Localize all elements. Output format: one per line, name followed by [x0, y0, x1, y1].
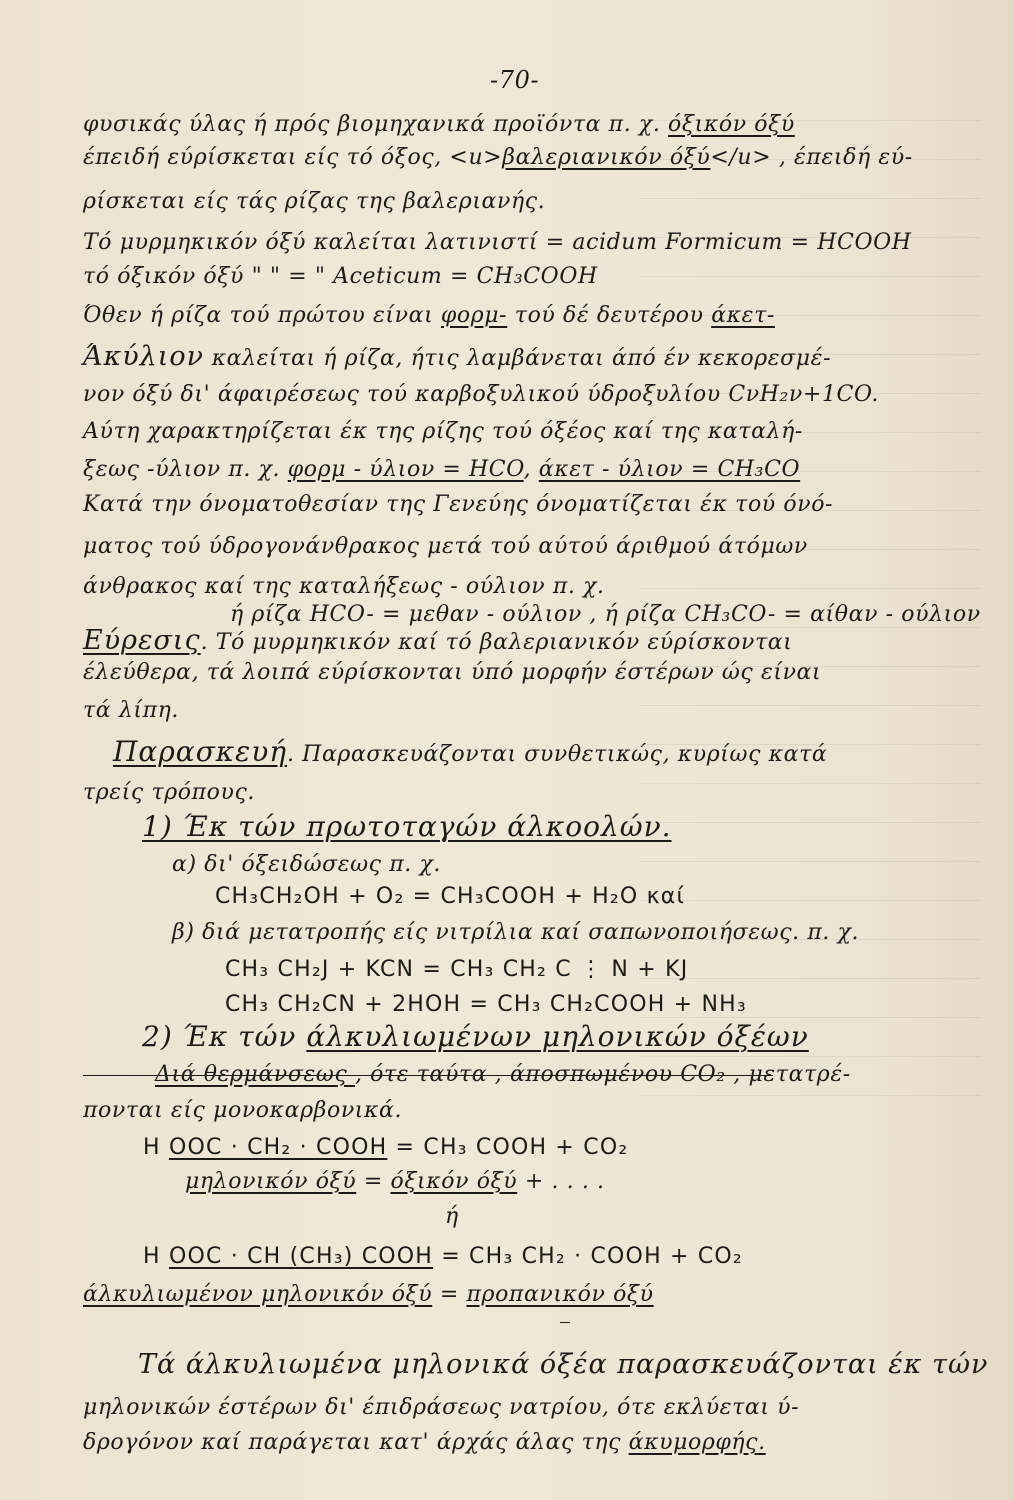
text-line: Αύτη χαρακτηρίζεται έκ της ρίζης τού όξέος καί της καταλή-	[83, 419, 803, 444]
subsection-heading: 2) Έκ τών άλκυλιωμένων μηλονικών όξέων	[142, 1020, 809, 1053]
text-line: άλκυλιωμένον μηλονικόν όξύ = προπανικόν όξύ	[83, 1282, 654, 1307]
text-line: ρίσκεται είς τάς ρίζας της βαλεριανής.	[83, 189, 546, 214]
chemical-equation: H OOC · CH₂ · COOH = CH₃ COOH + CO₂	[143, 1135, 629, 1160]
text-line: μηλονικόν όξύ = όξικόν όξύ + . . . .	[185, 1169, 605, 1194]
subsection-heading: 1) Έκ τών πρωτοταγών άλκοολών.	[142, 810, 672, 843]
text-line: μηλονικών έστέρων δι' έπιδράσεως νατρίου, ότε εκλύεται ύ-	[83, 1395, 800, 1420]
text-line: άνθρακος καί της καταλήξεως - ούλιον π. χ.	[83, 574, 605, 599]
underline-rule	[83, 1075, 773, 1076]
text-line: ματος τού ύδρογονάνθρακος μετά τού αύτού άριθμού άτόμων	[83, 534, 808, 559]
text-line: τά λίπη.	[83, 698, 180, 723]
text-line: Κατά την όνοματοθεσίαν της Γενεύης όνοματίζεται έκ τού όνό-	[83, 492, 834, 517]
text-line: ξεως -ύλιον π. χ. φορμ - ύλιον = HCO, άκετ - ύλιον = CH₃CO	[83, 457, 801, 482]
section-heading: Παρασκευή. Παρασκευάζονται συνθετικώς, κυρίως κατά	[113, 735, 828, 768]
text-line: δρογόνον καί παράγεται κατ' άρχάς άλας της άκυμορφής.	[83, 1430, 766, 1455]
text-line: φυσικάς ύλας ή πρός βιομηχανικά προϊόντα π. χ. όξικόν όξύ	[83, 112, 795, 137]
text-line: έπειδή εύρίσκεται είς τό όξος, <u>βαλεριανικόν όξύ</u> , έπειδή εύ-	[83, 145, 913, 170]
text-line: Τό μυρμηκικόν όξύ καλείται λατινιστί = acidum Formicum = HCOOH	[83, 230, 912, 255]
text-line: τό όξικόν όξύ " " = " Aceticum = CH₃COOH	[83, 264, 598, 289]
text-line: β) διά μετατροπής είς νιτρίλια καί σαπωνοποιήσεως. π. χ.	[172, 920, 860, 945]
text-line: Όθεν ή ρίζα τού πρώτου είναι φορμ- τού δέ δευτέρου άκετ-	[83, 303, 775, 328]
text-line: τρείς τρόπους.	[83, 780, 255, 805]
chemical-equation: CH₃CH₂OH + O₂ = CH₃COOH + H₂O καί	[215, 884, 686, 909]
text-line: έλεύθερα, τά λοιπά εύρίσκονται ύπό μορφήν έστέρων ώς είναι	[83, 660, 822, 685]
text-line: ή ρίζα HCO- = μεθαν - ούλιον , ή ρίζα CH₃CO- = αίθαν - ούλιον	[230, 602, 981, 627]
text-line: Άκύλιον καλείται ή ρίζα, ήτις λαμβάνεται άπό έν κεκορεσμέ-	[83, 341, 832, 372]
text-line: α) δι' όξειδώσεως π. χ.	[172, 852, 441, 877]
chemical-equation: CH₃ CH₂CN + 2HOH = CH₃ CH₂COOH + NH₃	[225, 992, 747, 1017]
text-line: Εύρεσις. Τό μυρμηκικόν καί τό βαλεριανικόν εύρίσκονται	[83, 625, 793, 656]
chemical-equation: CH₃ CH₂J + KCN = CH₃ CH₂ C ⋮ N + KJ	[225, 957, 689, 982]
text-line: πονται είς μονοκαρβονικά.	[83, 1098, 403, 1123]
page-number: -70-	[490, 66, 540, 94]
text-line: ή	[445, 1204, 459, 1229]
chemical-equation: H OOC · CH (CH₃) COOH = CH₃ CH₂ · COOH + CO₂	[143, 1244, 743, 1269]
text-line: Τά άλκυλιωμένα μηλονικά όξέα παρασκευάζονται έκ τών	[138, 1349, 989, 1380]
underline-rule	[560, 1322, 570, 1323]
text-line: Διά θερμάνσεως , ότε ταύτα , άποσπωμένου CO₂ , μετατρέ-	[155, 1062, 851, 1087]
text-line: νον όξύ δι' άφαιρέσεως τού καρβοξυλικού ύδροξυλίου CνH₂ν+1CO.	[83, 382, 879, 407]
